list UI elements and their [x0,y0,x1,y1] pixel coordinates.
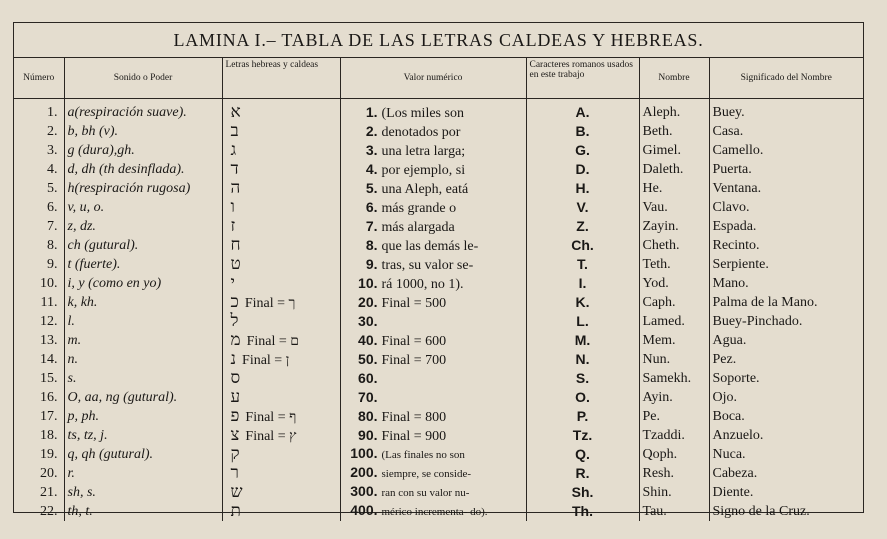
table-row [14,198,863,217]
row-meaning: Ventana. [712,181,762,196]
row-roman: S. [526,369,639,388]
row-roman: V. [526,198,639,217]
numeric-value: 60. [358,369,378,386]
row-roman: B. [526,122,639,141]
row-sound [64,426,222,445]
table-row [14,331,863,350]
row-name: Lamed. [639,312,709,331]
table-row [14,217,863,236]
row-name: Beth. [639,122,709,141]
row-numeric-value [340,179,526,198]
table-row [14,293,863,312]
hebrew-letter: א [230,102,241,121]
row-meaning: Ojo. [712,390,737,405]
numeric-value: 6. [365,198,378,215]
row-roman: M. [526,331,639,350]
row-name: Vau. [639,198,709,217]
row-roman: I. [526,274,639,293]
hebrew-final-form: Final = ץ [245,429,297,444]
row-meaning: Agua. [712,333,747,348]
row-meaning: Serpiente. [712,257,769,272]
sound-text: r. [67,466,75,481]
row-numeric-value [340,255,526,274]
row-meaning: Recinto. [712,238,760,253]
row-hebrew [222,350,340,369]
row-hebrew [222,236,340,255]
numeric-note: más alargada [381,219,455,235]
row-sound [64,179,222,198]
row-numeric-value [340,464,526,483]
numeric-note: Final = 600 [381,333,447,349]
row-number: 19. [14,445,64,464]
row-meaning: Casa. [712,124,744,139]
row-name: Zayin. [639,217,709,236]
plate-table [13,22,864,520]
table-row [14,312,863,331]
row-meaning: Soporte. [712,371,760,386]
sound-text: ts, tz, j. [67,428,108,443]
row-sound [64,141,222,160]
row-numeric-value [340,141,526,160]
hebrew-letter: ל [230,312,239,330]
numeric-value: 3. [365,141,378,158]
row-name: Mem. [639,331,709,350]
row-number: 6. [14,198,64,217]
row-hebrew [222,141,340,160]
row-numeric-value [340,217,526,236]
row-number: 22. [14,502,64,521]
row-number: 21. [14,483,64,502]
hebrew-letter: ת [230,502,241,520]
row-hebrew [222,407,340,426]
hebrew-letter: מ [230,331,241,349]
sound-text: b, bh (v). [67,124,119,139]
row-number: 9. [14,255,64,274]
row-hebrew [222,331,340,350]
numeric-note: ran con su valor nu- [381,487,470,499]
row-roman: Th. [526,502,639,521]
hebrew-letter: ו [230,198,235,216]
row-numeric-value [340,502,526,521]
sound-text: a(respiración suave). [67,105,187,120]
sound-text: i, y (como en yo) [67,276,162,291]
numeric-value: 10. [358,274,378,291]
row-roman: L. [526,312,639,331]
header-sound: Sonido o Poder [64,57,222,99]
row-meaning: Palma de la Mano. [712,295,818,310]
numeric-value: 20. [358,293,378,310]
row-sound [64,483,222,502]
row-meaning: Boca. [712,409,745,424]
row-numeric-value [340,99,526,123]
row-hebrew [222,426,340,445]
row-meaning: Signo de la Cruz. [712,504,810,519]
sound-text: q, qh (gutural). [67,447,154,462]
numeric-value: 400. [350,502,378,518]
header-meaning: Significado del Nombre [709,57,863,99]
row-roman: Q. [526,445,639,464]
row-name: Cheth. [639,236,709,255]
sound-text: m. [67,333,82,348]
hebrew-letter: נ [230,350,237,368]
header-name: Nombre [639,57,709,99]
row-numeric-value [340,483,526,502]
row-roman: G. [526,141,639,160]
row-sound [64,99,222,123]
row-sound [64,445,222,464]
row-number: 16. [14,388,64,407]
table-row [14,255,863,274]
letters-table [14,57,863,521]
numeric-value: 100. [350,445,378,461]
numeric-note: rá 1000, no 1). [381,276,464,292]
hebrew-final-form: Final = ן [242,353,290,368]
table-row [14,388,863,407]
row-name: Shin. [639,483,709,502]
numeric-note: tras, su valor se- [381,257,474,273]
sound-text: g (dura),gh. [67,143,135,158]
table-row [14,350,863,369]
row-number: 7. [14,217,64,236]
sound-text: sh, s. [67,485,96,500]
hebrew-letter: כ [230,293,239,311]
row-roman: P. [526,407,639,426]
row-numeric-value [340,293,526,312]
sound-text: s. [67,371,77,386]
row-meaning: Nuca. [712,447,746,462]
hebrew-letter: ה [230,179,241,197]
numeric-value: 2. [365,122,378,139]
row-name: Samekh. [639,369,709,388]
row-name: Yod. [639,274,709,293]
row-numeric-value [340,388,526,407]
numeric-value: 7. [365,217,378,234]
row-numeric-value [340,369,526,388]
numeric-note: por ejemplo, si [381,162,466,178]
row-numeric-value [340,407,526,426]
sound-text: l. [67,314,75,329]
hebrew-letter: ע [230,388,241,406]
numeric-note: una letra larga; [381,143,466,159]
row-number: 3. [14,141,64,160]
row-meaning: Clavo. [712,200,750,215]
row-name: Qoph. [639,445,709,464]
row-number: 17. [14,407,64,426]
row-name: Daleth. [639,160,709,179]
numeric-note: (Las finales no son [381,449,465,461]
numeric-note: siempre, se conside- [381,468,471,480]
sound-text: th, t. [67,504,93,519]
numeric-note: mérico incrementa- do). [381,506,488,518]
row-number: 12. [14,312,64,331]
row-meaning: Pez. [712,352,737,367]
row-numeric-value [340,312,526,331]
row-number: 13. [14,331,64,350]
row-hebrew [222,483,340,502]
row-name: Resh. [639,464,709,483]
numeric-value: 4. [365,160,378,177]
row-name: Tau. [639,502,709,521]
numeric-note: (Los miles son [381,105,464,121]
hebrew-letter: ש [230,483,243,501]
row-hebrew [222,464,340,483]
row-roman: Sh. [526,483,639,502]
header-number: Número [14,57,64,99]
table-row [14,369,863,388]
row-sound [64,236,222,255]
row-name: Caph. [639,293,709,312]
row-number: 2. [14,122,64,141]
row-sound [64,388,222,407]
row-sound [64,312,222,331]
hebrew-letter: י [230,274,235,292]
row-hebrew [222,388,340,407]
hebrew-final-form: Final = ך [244,296,296,311]
row-hebrew [222,179,340,198]
row-number: 4. [14,160,64,179]
row-hebrew [222,293,340,312]
row-sound [64,293,222,312]
row-hebrew [222,369,340,388]
header-numeric-value: Valor numérico [340,57,526,99]
row-name: Aleph. [639,99,709,123]
hebrew-letter: ס [230,369,241,387]
numeric-value: 8. [365,236,378,253]
table-row [14,160,863,179]
row-roman: A. [526,99,639,123]
row-hebrew [222,122,340,141]
row-meaning: Buey-Pinchado. [712,314,803,329]
sound-text: d, dh (th desinflada). [67,162,185,177]
row-sound [64,369,222,388]
numeric-value: 1. [365,103,378,120]
row-meaning: Puerta. [712,162,752,177]
sound-text: n. [67,352,78,367]
hebrew-letter: ר [230,464,239,482]
numeric-value: 5. [365,179,378,196]
row-sound [64,502,222,521]
row-meaning: Camello. [712,143,764,158]
sound-text: O, aa, ng (gutural). [67,390,178,405]
row-name: Gimel. [639,141,709,160]
row-sound [64,217,222,236]
row-number: 5. [14,179,64,198]
hebrew-letter: ב [230,122,239,140]
row-meaning: Mano. [712,276,749,291]
row-hebrew [222,198,340,217]
numeric-note: Final = 700 [381,352,447,368]
table-row [14,99,863,123]
row-numeric-value [340,198,526,217]
row-number: 11. [14,293,64,312]
row-numeric-value [340,445,526,464]
row-meaning: Diente. [712,485,754,500]
sound-text: ch (gutural). [67,238,139,253]
numeric-note: Final = 800 [381,409,447,425]
row-sound [64,198,222,217]
hebrew-letter: ד [230,160,239,178]
header-roman-characters: Caracteres romanos usados en este trabajo [526,57,639,99]
hebrew-final-form: Final = ף [245,410,297,425]
row-roman: Z. [526,217,639,236]
row-name: Nun. [639,350,709,369]
row-roman: K. [526,293,639,312]
hebrew-letter: ז [230,217,236,235]
hebrew-letter: ט [230,255,241,273]
row-number: 15. [14,369,64,388]
row-roman: D. [526,160,639,179]
row-number: 18. [14,426,64,445]
numeric-note: que las demás le- [381,238,479,254]
numeric-note: denotados por [381,124,461,140]
row-meaning: Cabeza. [712,466,758,481]
row-hebrew [222,217,340,236]
table-row [14,141,863,160]
numeric-note: una Aleph, eatá [381,181,469,197]
row-numeric-value [340,331,526,350]
table-row [14,179,863,198]
hebrew-letter: ג [230,141,237,159]
row-name: Ayin. [639,388,709,407]
numeric-value: 9. [365,255,378,272]
row-hebrew [222,160,340,179]
row-sound [64,122,222,141]
row-sound [64,331,222,350]
row-sound [64,274,222,293]
table-row [14,464,863,483]
row-hebrew [222,255,340,274]
sound-text: k, kh. [67,295,98,310]
row-numeric-value [340,160,526,179]
hebrew-letter: ח [230,236,241,254]
row-hebrew [222,445,340,464]
row-name: He. [639,179,709,198]
sound-text: t (fuerte). [67,257,121,272]
row-roman: Tz. [526,426,639,445]
row-numeric-value [340,274,526,293]
numeric-value: 40. [358,331,378,348]
row-roman: H. [526,179,639,198]
row-roman: R. [526,464,639,483]
row-hebrew [222,99,340,123]
numeric-value: 90. [358,426,378,443]
row-numeric-value [340,350,526,369]
row-number: 10. [14,274,64,293]
row-sound [64,350,222,369]
plate-title: LAMINA I.– TABLA DE LAS LETRAS CALDEAS Y HEBREAS. [14,23,863,58]
table-row [14,445,863,464]
row-number: 14. [14,350,64,369]
numeric-value: 50. [358,350,378,367]
row-hebrew [222,502,340,521]
row-numeric-value [340,426,526,445]
table-row [14,483,863,502]
table-row [14,274,863,293]
row-meaning: Buey. [712,105,745,120]
numeric-value: 30. [358,312,378,329]
row-sound [64,407,222,426]
numeric-value: 200. [350,464,378,480]
row-roman: N. [526,350,639,369]
table-row [14,407,863,426]
row-numeric-value [340,236,526,255]
table-row [14,122,863,141]
row-number: 20. [14,464,64,483]
row-sound [64,255,222,274]
row-hebrew [222,312,340,331]
row-number: 8. [14,236,64,255]
row-sound [64,464,222,483]
hebrew-letter: צ [230,426,240,444]
sound-text: v, u, o. [67,200,105,215]
row-meaning: Espada. [712,219,757,234]
table-row [14,426,863,445]
table-row [14,502,863,521]
row-roman: T. [526,255,639,274]
row-numeric-value [340,122,526,141]
row-meaning: Anzuelo. [712,428,764,443]
hebrew-letter: ק [230,445,240,463]
row-number: 1. [14,99,64,123]
row-roman: O. [526,388,639,407]
numeric-note: más grande o [381,200,457,216]
numeric-note: Final = 900 [381,428,447,444]
row-name: Teth. [639,255,709,274]
numeric-value: 70. [358,388,378,405]
sound-text: z, dz. [67,219,96,234]
numeric-value: 300. [350,483,378,499]
numeric-value: 80. [358,407,378,424]
numeric-note: Final = 500 [381,295,447,311]
sound-text: h(respiración rugosa) [67,181,191,196]
sound-text: p, ph. [67,409,99,424]
row-hebrew [222,274,340,293]
row-name: Pe. [639,407,709,426]
row-roman: Ch. [526,236,639,255]
table-row [14,236,863,255]
row-name: Tzaddi. [639,426,709,445]
row-sound [64,160,222,179]
hebrew-final-form: Final = ם [246,334,300,349]
header-hebrew-letters: Letras hebreas y caldeas [222,57,340,99]
header-row [14,57,863,99]
hebrew-letter: פ [230,407,240,425]
